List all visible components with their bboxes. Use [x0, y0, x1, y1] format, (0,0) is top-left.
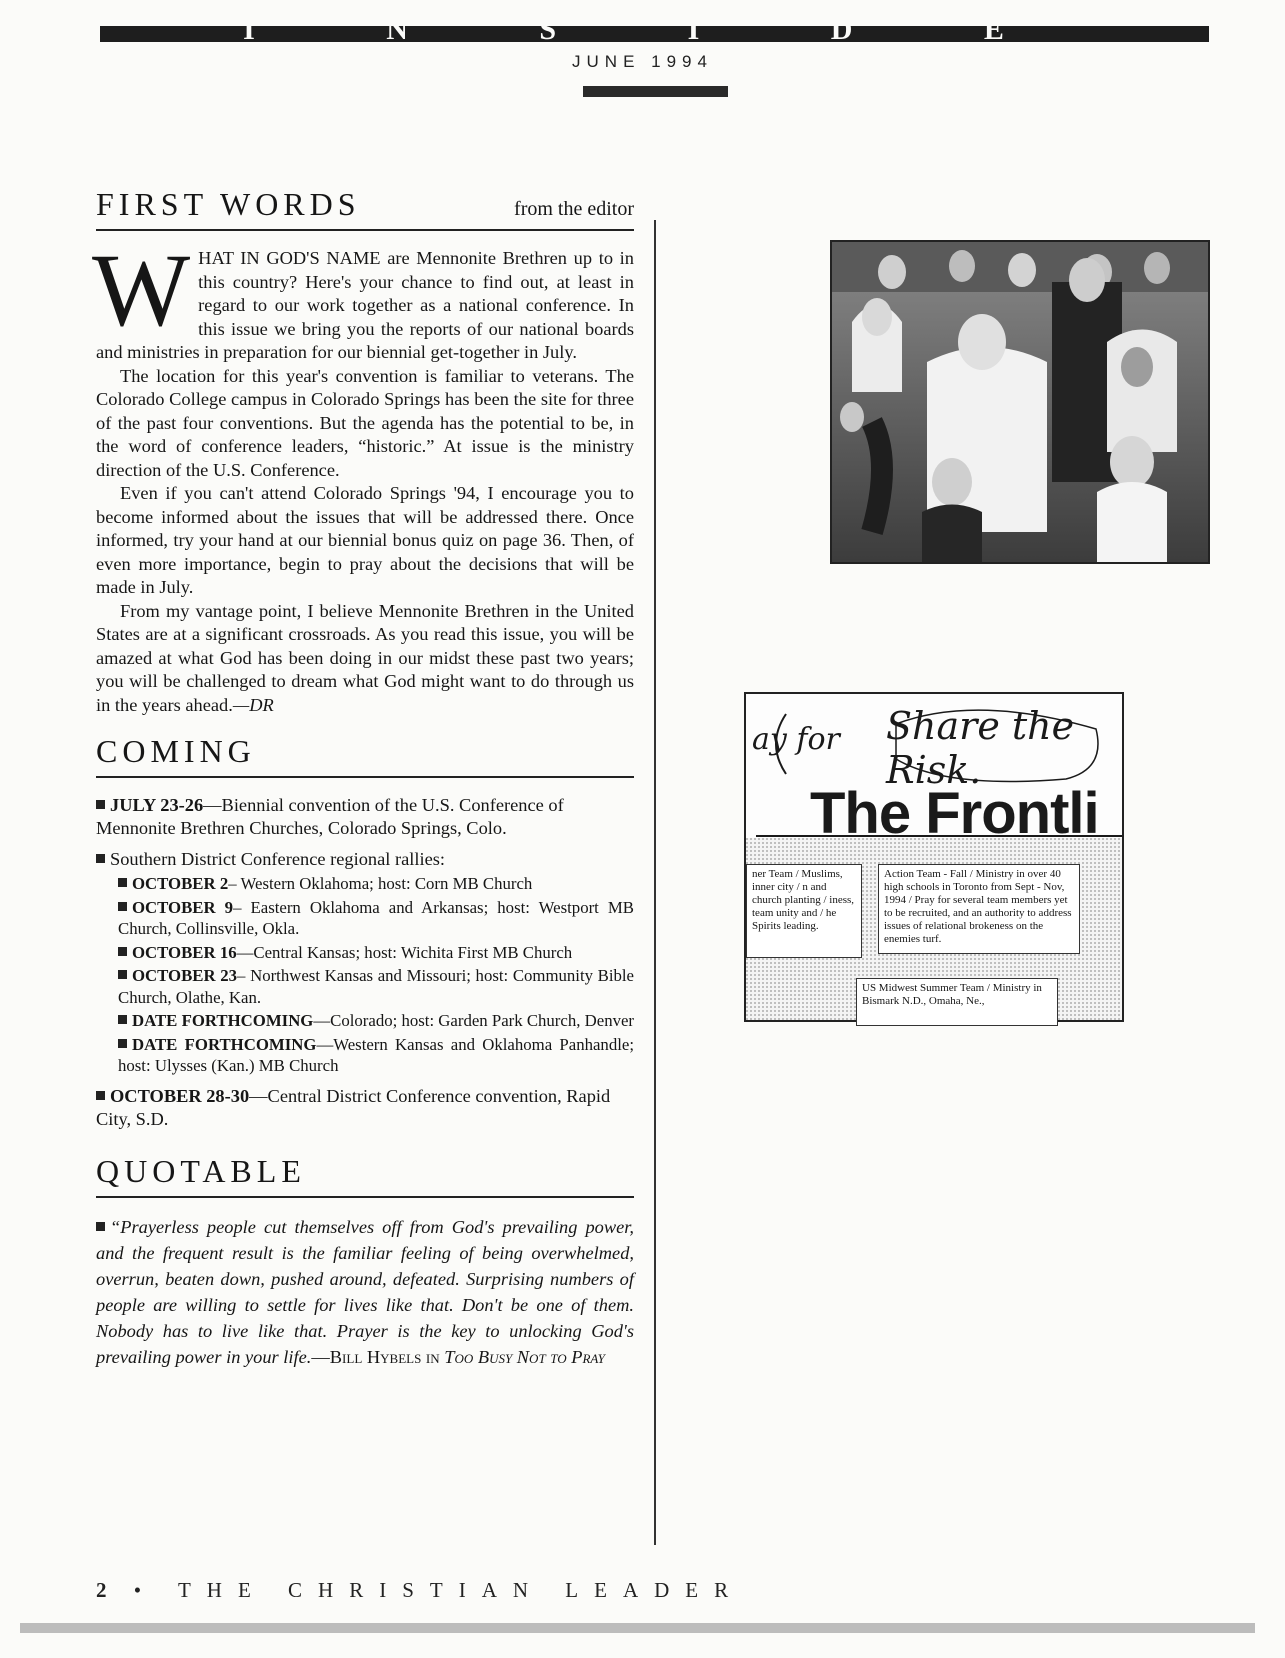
first-words-title: FIRST WORDS	[96, 186, 361, 222]
coming-item-text: —Biennial convention of the U.S. Conference of Mennonite Brethren Churches, Colorado Springs, Colo.	[96, 795, 564, 838]
left-column	[92, 186, 635, 1370]
rally-text: – Northwest Kansas and Missouri; host: Community Bible Church, Olathe, Kan.	[118, 966, 634, 1007]
coming-item-date: OCTOBER 28-30	[110, 1085, 250, 1106]
frontline-clipping	[744, 692, 1124, 1022]
quote-in: in	[421, 1346, 445, 1367]
rally-text: —Western Kansas and Oklahoma Panhandle; host: Ulysses (Kan.) MB Church	[118, 1034, 634, 1075]
rally-item	[118, 873, 634, 895]
bullet-square-icon	[96, 1222, 105, 1231]
editorial-paragraph-3: Even if you can't attend Colorado Springs '94, I encourage you to become informed about the issues that will be addressed there. Once informed, try your hand at our biennial bonus quiz on page 36. Then, of even more importance, begin to pray about the decisions that will be made in July.	[96, 483, 634, 597]
quotable-title: QUOTABLE	[96, 1152, 306, 1189]
bullet-square-icon	[96, 1091, 105, 1100]
rally-item	[118, 897, 634, 940]
masthead-inside-text: I N S I D E	[243, 13, 1066, 46]
clipping-box-right: Action Team - Fall / Ministry in over 40 high schools in Toronto from Sept - Nov, 1994 / Pray for several team members yet to be recruited, and an authority to address issues of relational brokeness on the enemies turf.	[878, 864, 1080, 954]
publication-name: THE CHRISTIAN LEADER	[177, 1578, 745, 1602]
rally-text: – Eastern Oklahoma and Arkansas; host: Westport MB Church, Collinsville, Okla.	[118, 897, 634, 938]
editorial-paragraph-1-text: are Mennonite Brethren up to in this country? Here's your chance to find out, at least in regard to our work together as a national conference. In this issue we bring you the reports of our national boards and ministries in preparation for our biennial get-together in July.	[96, 248, 634, 362]
coming-item-convention	[96, 794, 634, 840]
editorial-paragraph-4-text: From my vantage point, I believe Mennonite Brethren in the United States are at a significant crossroads. As you read this issue, you will be amazed at what God has been doing in our midst these past two years; you will be challenged to dream what God might want to do through us in the years ahead.	[96, 600, 634, 715]
coming-item-date: JULY 23-26	[110, 795, 204, 815]
editorial-lead-in: HAT IN GOD'S NAME	[198, 248, 381, 268]
page-footer	[96, 1578, 744, 1603]
coming-item-central-district	[96, 1085, 634, 1131]
bullet-square-icon	[118, 902, 127, 911]
first-words-subtitle: from the editor	[514, 198, 634, 220]
column-rule	[654, 220, 656, 1545]
bullet-square-icon	[96, 800, 105, 809]
congregation-photo-illustration	[832, 242, 1208, 562]
bottom-scan-strip	[20, 1623, 1255, 1633]
clipping-prefix-text: ay for	[752, 722, 840, 757]
masthead-bar	[100, 13, 1209, 46]
rally-text: —Central Kansas; host: Wichita First MB Church	[236, 942, 573, 962]
editorial-paragraph-4	[96, 600, 634, 718]
rally-text: – Western Oklahoma; host: Corn MB Church	[228, 874, 533, 893]
rally-date: OCTOBER 16	[132, 942, 237, 962]
bullet-square-icon	[96, 854, 105, 863]
rally-item	[118, 1034, 634, 1077]
footer-separator: •	[133, 1578, 158, 1602]
bullet-square-icon	[118, 878, 127, 887]
rally-date: DATE FORTHCOMING	[132, 1011, 314, 1030]
page-number: 2	[96, 1578, 113, 1602]
editor-signature: —DR	[232, 694, 274, 715]
date-underbar	[583, 86, 728, 97]
coming-item-text: Southern District Conference regional rallies:	[110, 849, 446, 869]
bullet-square-icon	[118, 1015, 127, 1024]
bullet-square-icon	[118, 970, 127, 979]
rally-item	[118, 1010, 634, 1032]
quote-author: —Bill Hybels	[311, 1346, 422, 1367]
coming-title: COMING	[96, 733, 256, 769]
rally-item	[118, 965, 634, 1008]
clipping-box-bottom: US Midwest Summer Team / Ministry in Bismark N.D., Omaha, Ne.,	[856, 978, 1058, 1026]
bullet-square-icon	[118, 947, 127, 956]
rally-date: OCTOBER 2	[132, 874, 229, 893]
drop-cap: W	[92, 233, 191, 348]
quote-book-title: Too Busy Not to Pray	[444, 1346, 605, 1367]
coming-item-text: —Central District Conference convention, Rapid City, S.D.	[96, 1085, 611, 1129]
editorial-paragraph-1	[92, 233, 634, 365]
bullet-square-icon	[118, 1039, 127, 1048]
rally-item	[118, 942, 634, 964]
clipping-script-text: Share the Risk.	[886, 704, 1075, 792]
coming-item-rallies	[96, 848, 634, 871]
clipping-headline: The Frontli	[810, 781, 1099, 846]
rally-date: OCTOBER 23	[132, 966, 238, 985]
quotable-header	[96, 1153, 634, 1198]
rally-date: DATE FORTHCOMING	[132, 1034, 317, 1054]
clipping-box-left: ner Team / Muslims, inner city / n and church planting / iness, team unity and / he Spirits leading.	[746, 864, 862, 958]
issue-date: JUNE 1994	[572, 52, 713, 71]
first-words-header	[96, 186, 634, 231]
rally-list	[118, 873, 634, 1077]
quote-text: “Prayerless people cut themselves off from God's prevailing power, and the frequent result is the familiar feeling of being overwhelmed, overrun, beaten down, pushed around, defeated. Surprising numbers of people are willing to settle for lives like that. Don't be one of them. Nobody has to live like that. Prayer is the key to unlocking God's prevailing power in your life.	[96, 1216, 634, 1367]
rally-text: —Colorado; host: Garden Park Church, Denver	[313, 1011, 635, 1030]
rally-date: OCTOBER 9	[132, 897, 234, 917]
coming-header	[96, 733, 634, 778]
congregation-photo	[830, 240, 1210, 564]
quotable-quote	[96, 1214, 634, 1370]
editorial-paragraph-2: The location for this year's convention is familiar to veterans. The Colorado College campus in Colorado Springs has been the site for three of the past four conventions. But the agenda has the potential to be, in the word of conference leaders, “historic.” At issue is the ministry direction of the U.S. Conference.	[96, 365, 634, 480]
